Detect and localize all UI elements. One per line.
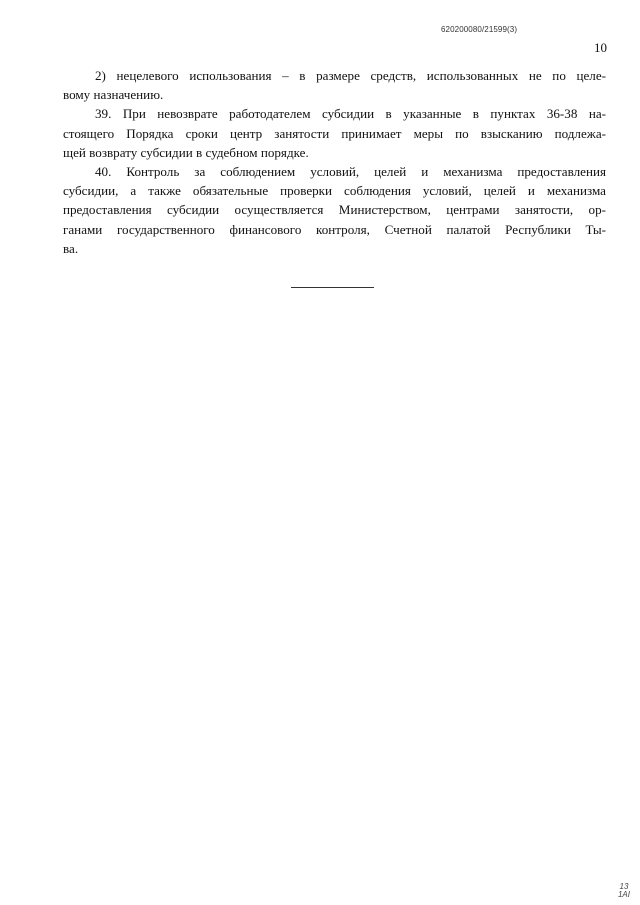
paragraph-40 xyxy=(63,162,606,258)
document-body xyxy=(63,66,606,258)
corner-handwritten-mark xyxy=(618,883,630,899)
text-line: субсидии, а также обязательные проверки соблюдения условий, целей и механизма xyxy=(63,183,606,199)
text-line: 40. Контроль за соблюдением условий, целей и механизма предоставления xyxy=(95,163,606,179)
text-line: щей возврату субсидии в судебном порядке. xyxy=(63,144,309,160)
text-line: 2) нецелевого использования – в размере средств, использованных не по целе- xyxy=(95,68,606,83)
text-line: вому назначению. xyxy=(63,87,164,103)
page-number: 10 xyxy=(594,40,607,55)
text-line: 39. При невозврате работодателем субсидии в указанные в пунктах 36-38 на- xyxy=(95,106,606,122)
paragraph-39 xyxy=(63,104,606,162)
text-line: стоящего Порядка сроки центр занятости принимает меры по взысканию подлежа- xyxy=(63,125,606,141)
document-id: 620200080/21599(3) xyxy=(441,25,518,34)
text-line: предоставления субсидии осуществляется Министерством, центрами занятости, ор- xyxy=(63,202,606,218)
corner-mark-top: 13 xyxy=(619,882,629,891)
paragraph-item-2 xyxy=(63,66,606,104)
corner-mark-bottom: 1AI xyxy=(617,890,630,899)
text-line: ганами государственного финансового контроля, Счетной палатой Республики Ты- xyxy=(63,221,606,237)
end-of-document-rule xyxy=(291,287,374,288)
text-line: ва. xyxy=(63,240,79,256)
